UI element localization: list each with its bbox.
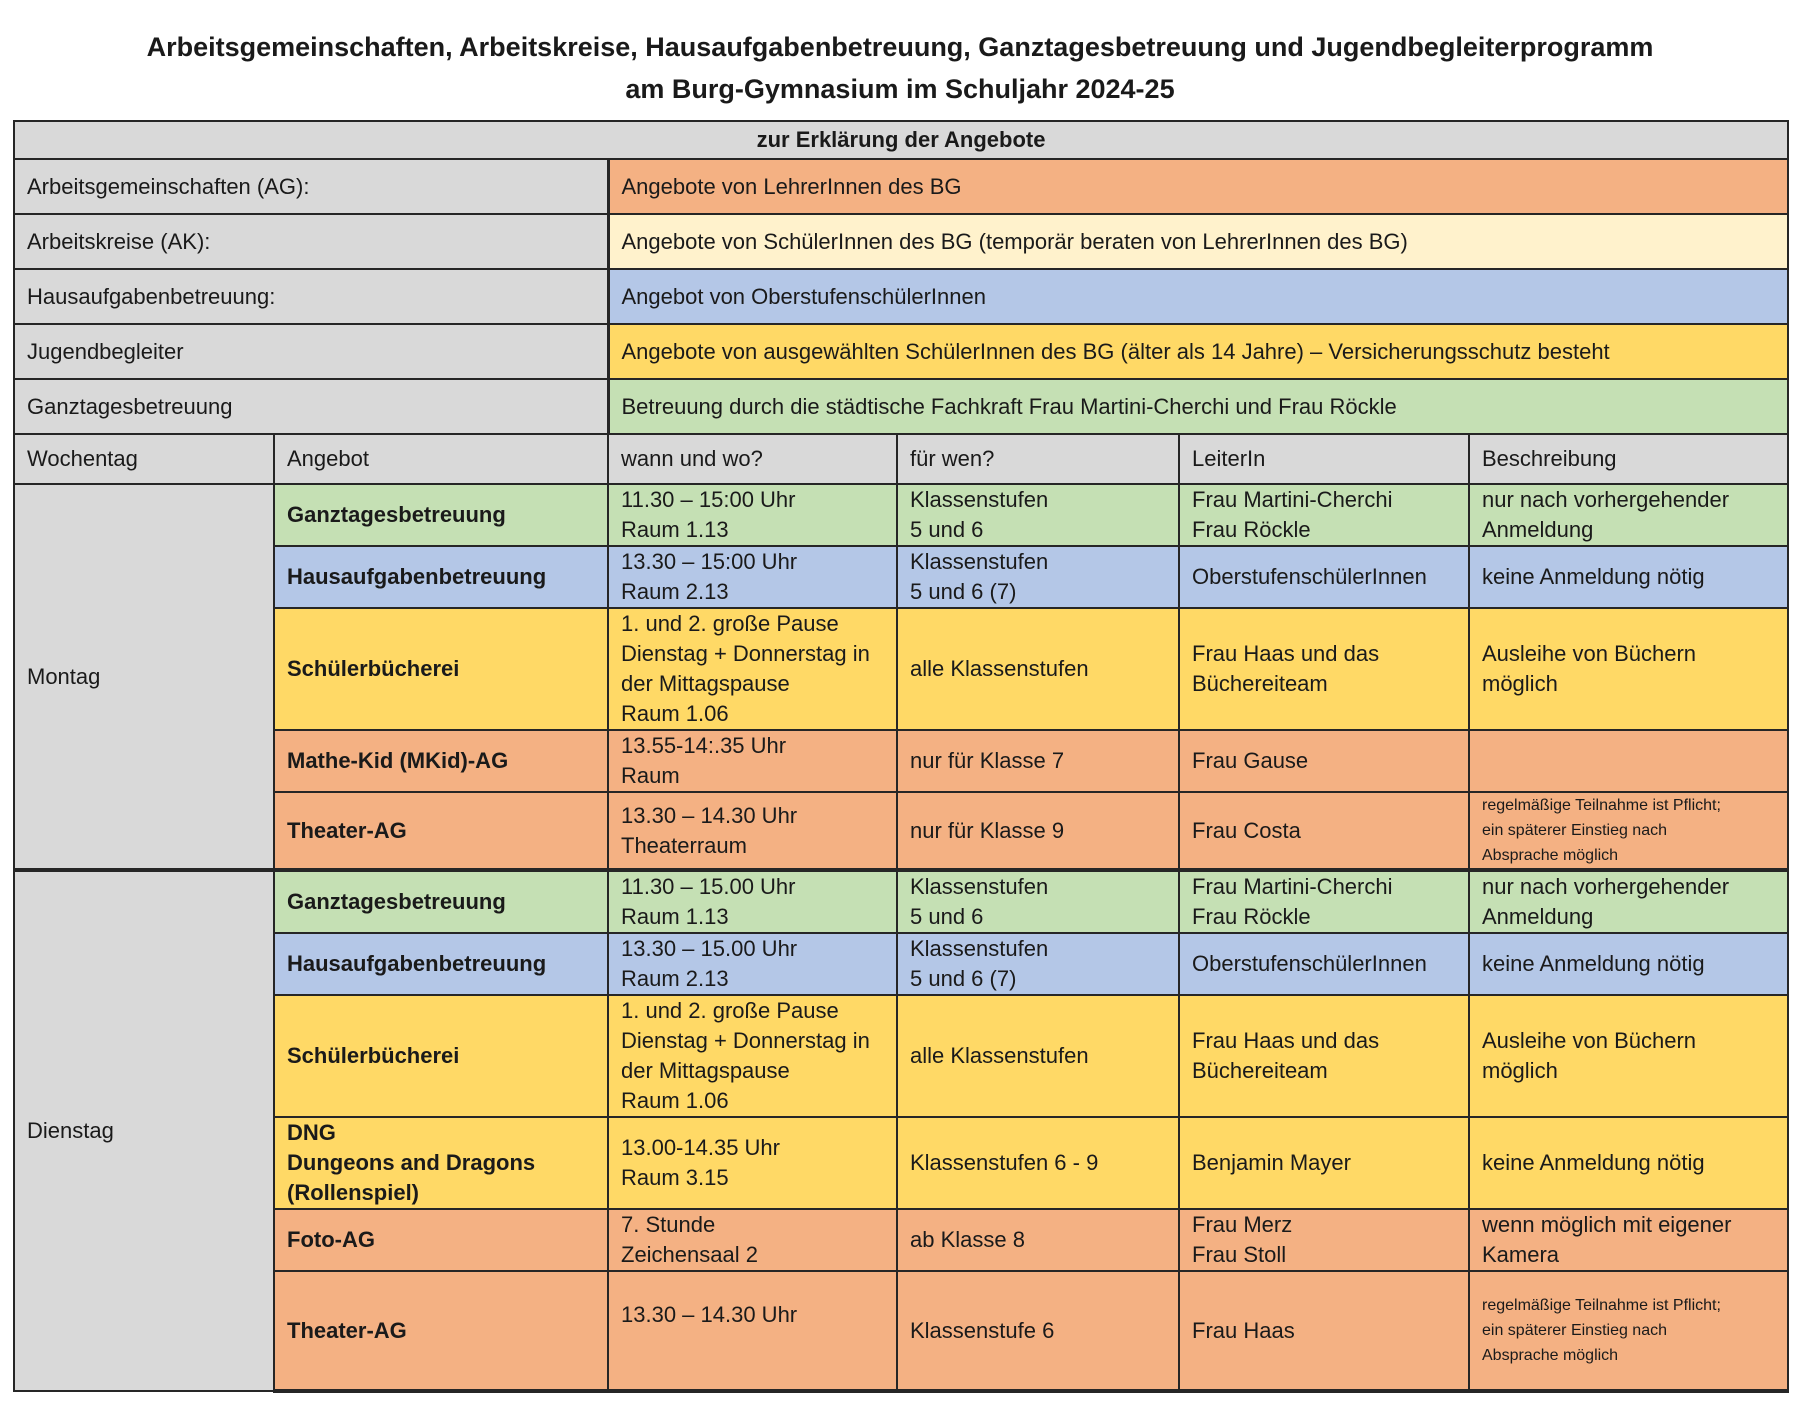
when-cell: 1. und 2. große Pause Dienstag + Donnerstag in der Mittagspause Raum 1.06: [608, 608, 897, 730]
for-cell: Klassenstufen 5 und 6 (7): [897, 546, 1179, 608]
explanation-label: Jugendbegleiter: [14, 324, 608, 379]
table-row: [14, 484, 1788, 546]
table-row: [14, 995, 1788, 1117]
schedule-table: [13, 120, 1789, 1393]
offer-cell: Schülerbücherei: [274, 995, 608, 1117]
title-line-2: am Burg-Gymnasium im Schuljahr 2024-25: [625, 74, 1175, 104]
explanation-row-ak: [14, 214, 1788, 269]
when-cell: 7. Stunde Zeichensaal 2: [608, 1209, 897, 1271]
column-header-offer: Angebot: [274, 434, 608, 484]
leader-cell: Frau Costa: [1179, 792, 1469, 870]
when-cell: 13.30 – 14.30 Uhr Theaterraum: [608, 792, 897, 870]
leader-cell: OberstufenschülerInnen: [1179, 546, 1469, 608]
when-cell: 13.55-14:.35 Uhr Raum: [608, 730, 897, 792]
for-cell: ab Klasse 8: [897, 1209, 1179, 1271]
desc-cell: Ausleihe von Büchern möglich: [1469, 608, 1788, 730]
explanation-row-hausaufgaben: [14, 269, 1788, 324]
when-cell: 13.30 – 15.00 Uhr Raum 2.13: [608, 933, 897, 995]
offer-cell: Ganztagesbetreuung: [274, 870, 608, 933]
when-cell: 11.30 – 15.00 Uhr Raum 1.13: [608, 870, 897, 933]
explanation-row-ganztages: [14, 379, 1788, 434]
desc-cell: keine Anmeldung nötig: [1469, 1117, 1788, 1209]
leader-cell: Benjamin Mayer: [1179, 1117, 1469, 1209]
explanation-text: Angebote von ausgewählten SchülerInnen des BG (älter als 14 Jahre) – Versicherungsschutz besteht: [608, 324, 1788, 379]
leader-cell: Frau Merz Frau Stoll: [1179, 1209, 1469, 1271]
for-cell: Klassenstufen 5 und 6: [897, 484, 1179, 546]
table-row: [14, 608, 1788, 730]
when-cell: 13.30 – 15:00 Uhr Raum 2.13: [608, 546, 897, 608]
for-cell: Klassenstufe 6: [897, 1271, 1179, 1391]
offer-cell: Theater-AG: [274, 792, 608, 870]
explanation-label: Arbeitskreise (AK):: [14, 214, 608, 269]
for-cell: Klassenstufen 5 und 6: [897, 870, 1179, 933]
explanation-label: Ganztagesbetreuung: [14, 379, 608, 434]
explanation-header: zur Erklärung der Angebote: [14, 121, 1788, 159]
desc-cell: keine Anmeldung nötig: [1469, 546, 1788, 608]
column-header-day: Wochentag: [14, 434, 274, 484]
desc-cell: wenn möglich mit eigener Kamera: [1469, 1209, 1788, 1271]
explanation-row-jugendbegleiter: [14, 324, 1788, 379]
explanation-row-ag: [14, 159, 1788, 214]
offer-cell: DNG Dungeons and Dragons (Rollenspiel): [274, 1117, 608, 1209]
explanation-text: Betreuung durch die städtische Fachkraft Frau Martini-Cherchi und Frau Röckle: [608, 379, 1788, 434]
desc-cell: regelmäßige Teilnahme ist Pflicht; ein späterer Einstieg nach Absprache möglich: [1469, 792, 1788, 870]
offer-cell: Ganztagesbetreuung: [274, 484, 608, 546]
for-cell: alle Klassenstufen: [897, 608, 1179, 730]
day-cell-dienstag: Dienstag: [14, 870, 274, 1391]
table-row: [14, 1117, 1788, 1209]
offer-cell: Mathe-Kid (MKid)-AG: [274, 730, 608, 792]
explanation-text: Angebot von OberstufenschülerInnen: [608, 269, 1788, 324]
day-cell-montag: Montag: [14, 484, 274, 870]
desc-cell: nur nach vorhergehender Anmeldung: [1469, 484, 1788, 546]
offer-cell: Theater-AG: [274, 1271, 608, 1391]
page-title: [0, 26, 1800, 110]
explanation-text: Angebote von SchülerInnen des BG (temporär beraten von LehrerInnen des BG): [608, 214, 1788, 269]
desc-cell: regelmäßige Teilnahme ist Pflicht; ein späterer Einstieg nach Absprache möglich: [1469, 1271, 1788, 1391]
table-row: [14, 1209, 1788, 1271]
for-cell: Klassenstufen 6 - 9: [897, 1117, 1179, 1209]
leader-cell: OberstufenschülerInnen: [1179, 933, 1469, 995]
column-header-row: [14, 434, 1788, 484]
when-cell: 11.30 – 15:00 Uhr Raum 1.13: [608, 484, 897, 546]
for-cell: alle Klassenstufen: [897, 995, 1179, 1117]
when-cell: 13.30 – 14.30 Uhr: [608, 1271, 897, 1391]
desc-cell: [1469, 730, 1788, 792]
leader-cell: Frau Haas und das Büchereiteam: [1179, 995, 1469, 1117]
column-header-desc: Beschreibung: [1469, 434, 1788, 484]
table-row: [14, 870, 1788, 933]
for-cell: Klassenstufen 5 und 6 (7): [897, 933, 1179, 995]
title-line-1: Arbeitsgemeinschaften, Arbeitskreise, Hausaufgabenbetreuung, Ganztagesbetreuung und Jugendbegleiterprogramm: [146, 32, 1654, 62]
desc-cell: Ausleihe von Büchern möglich: [1469, 995, 1788, 1117]
table-row: [14, 1271, 1788, 1391]
desc-cell: nur nach vorhergehender Anmeldung: [1469, 870, 1788, 933]
for-cell: nur für Klasse 9: [897, 792, 1179, 870]
offer-cell: Hausaufgabenbetreuung: [274, 933, 608, 995]
leader-cell: Frau Martini-Cherchi Frau Röckle: [1179, 870, 1469, 933]
desc-cell: keine Anmeldung nötig: [1469, 933, 1788, 995]
table-row: [14, 792, 1788, 870]
offer-cell: Foto-AG: [274, 1209, 608, 1271]
table-row: [14, 933, 1788, 995]
explanation-label: Arbeitsgemeinschaften (AG):: [14, 159, 608, 214]
offer-cell: Schülerbücherei: [274, 608, 608, 730]
table-row: [14, 546, 1788, 608]
explanation-header-row: [14, 121, 1788, 159]
when-cell: 1. und 2. große Pause Dienstag + Donnerstag in der Mittagspause Raum 1.06: [608, 995, 897, 1117]
leader-cell: Frau Martini-Cherchi Frau Röckle: [1179, 484, 1469, 546]
column-header-for: für wen?: [897, 434, 1179, 484]
table-row: [14, 730, 1788, 792]
when-cell: 13.00-14.35 Uhr Raum 3.15: [608, 1117, 897, 1209]
column-header-when: wann und wo?: [608, 434, 897, 484]
column-header-leader: LeiterIn: [1179, 434, 1469, 484]
for-cell: nur für Klasse 7: [897, 730, 1179, 792]
explanation-text: Angebote von LehrerInnen des BG: [608, 159, 1788, 214]
offer-cell: Hausaufgabenbetreuung: [274, 546, 608, 608]
explanation-label: Hausaufgabenbetreuung:: [14, 269, 608, 324]
leader-cell: Frau Gause: [1179, 730, 1469, 792]
leader-cell: Frau Haas: [1179, 1271, 1469, 1391]
leader-cell: Frau Haas und das Büchereiteam: [1179, 608, 1469, 730]
